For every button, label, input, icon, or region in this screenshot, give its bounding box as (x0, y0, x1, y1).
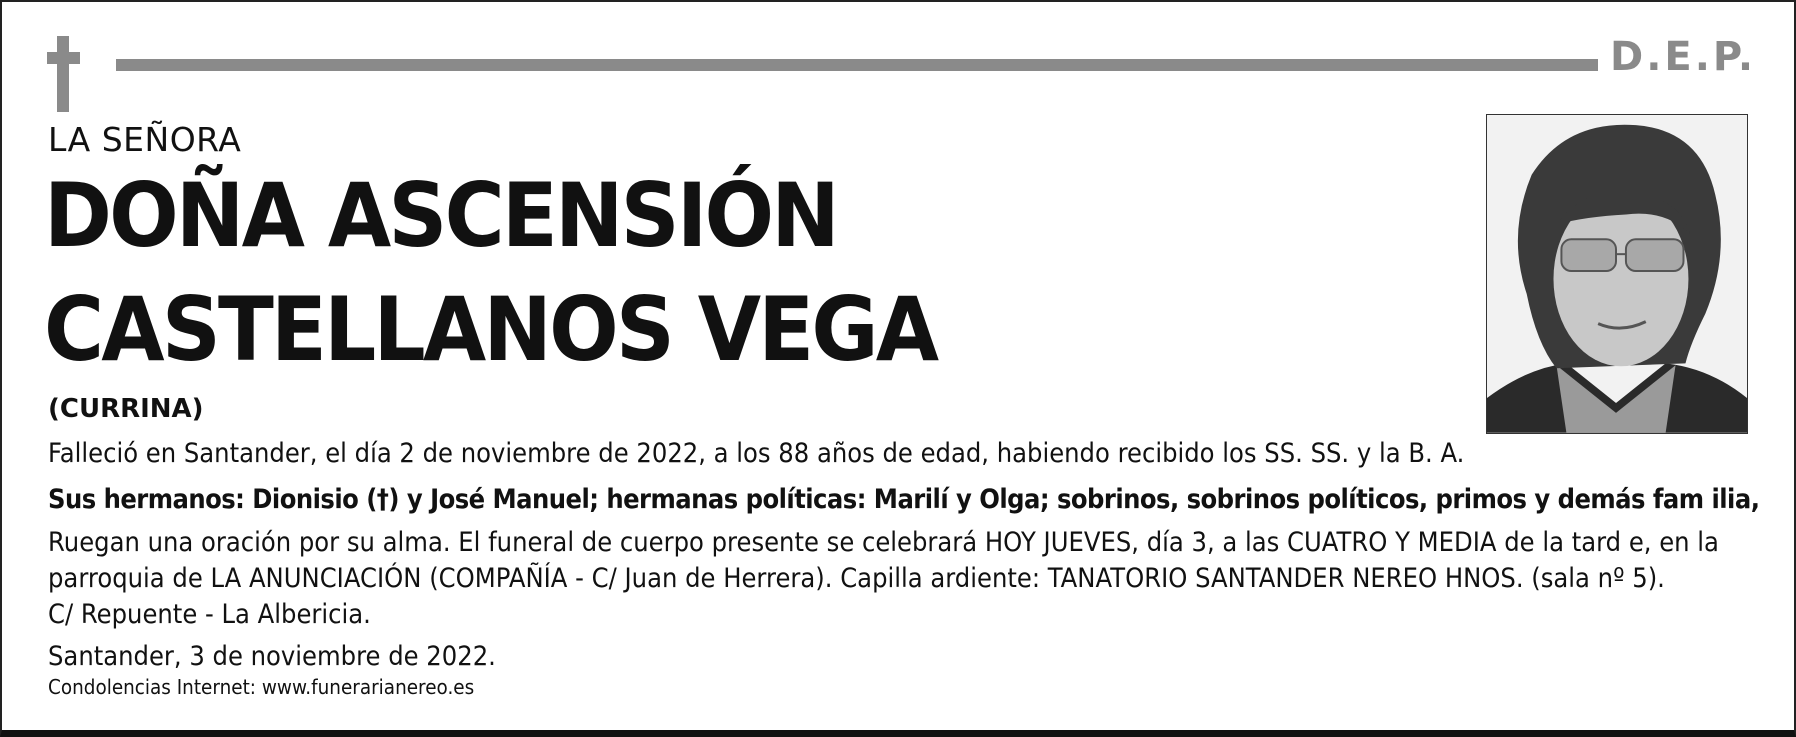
nickname: (CURRINA) (48, 394, 204, 424)
death-statement: Falleció en Santander, el día 2 de noviembre de 2022, a los 88 años de edad, habiendo recibido los SS. SS. y la B. A. (48, 438, 1465, 469)
family-statement: Sus hermanos: Dionisio (†) y José Manuel; hermanas políticas: Marilí y Olga; sobrinos, sobrinos políticos, primos y demás fam ilia, (48, 484, 1760, 515)
prayer-line: parroquia de LA ANUNCIACIÓN (COMPAÑÍA - C/ Juan de Herrera). Capilla ardiente: TANATORIO SANTANDER NEREO HNOS. (sala nº 5). (48, 563, 1665, 594)
dep-label: D.E.P. (1610, 34, 1757, 80)
prayer-line: Ruegan una oración por su alma. El funeral de cuerpo presente se celebrará HOY JUEVES, día 3, a las CUATRO Y MEDIA de la tard e, en la (48, 527, 1719, 558)
deceased-name-line-2: CASTELLANOS VEGA (44, 278, 937, 381)
place-date: Santander, 3 de noviembre de 2022. (48, 641, 496, 672)
salutation: LA SEÑORA (48, 120, 242, 159)
condolences-link[interactable]: Condolencias Internet: www.funerarianereo.es (48, 675, 475, 699)
prayer-statement (48, 525, 1719, 633)
deceased-name-line-1: DOÑA ASCENSIÓN (44, 164, 837, 267)
header-rule (116, 59, 1598, 71)
cross-icon-arm (47, 52, 80, 64)
prayer-line: C/ Repuente - La Albericia. (48, 599, 371, 630)
cross-icon (57, 36, 69, 112)
portrait-photo (1486, 114, 1748, 434)
